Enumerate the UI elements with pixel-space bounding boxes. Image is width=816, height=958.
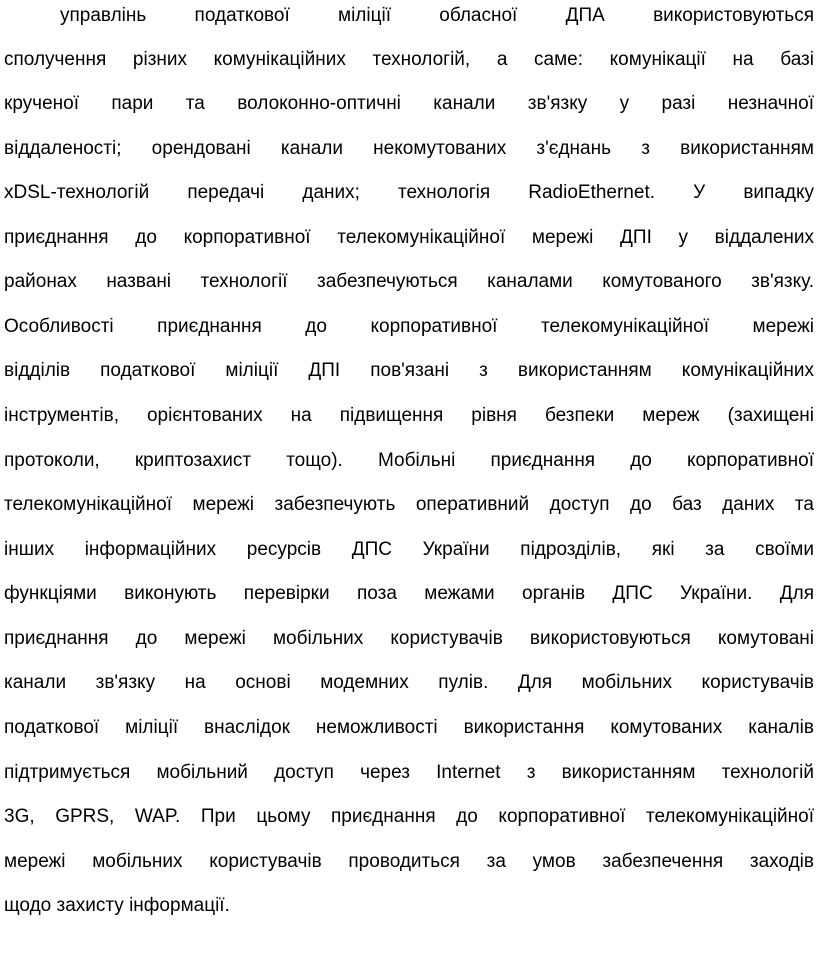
text-line: функціями виконують перевірки поза межами органів ДПС України. Для	[4, 583, 814, 604]
text-line: телекомунікаційної мережі забезпечують оперативний доступ до баз даних та	[4, 494, 814, 515]
text-line: підтримується мобільний доступ через Internet з використанням технологій	[4, 762, 814, 783]
text-line: інших інформаційних ресурсів ДПС України підрозділів, які за своїми	[4, 539, 814, 560]
text-line: віддаленості; орендовані канали некомутованих з'єднань з використанням	[4, 138, 814, 159]
text-line: канали зв'язку на основі модемних пулів. Для мобільних користувачів	[4, 672, 814, 693]
text-line: сполучення різних комунікаційних технологій, а саме: комунікації на базі	[4, 49, 814, 70]
text-line: мережі мобільних користувачів проводиться за умов забезпечення заходів	[4, 851, 814, 872]
text-line: протоколи, криптозахист тощо). Мобільні приєднання до корпоративної	[4, 450, 814, 471]
text-line: Особливості приєднання до корпоративної телекомунікаційної мережі	[4, 316, 814, 337]
text-line: приєднання до корпоративної телекомунікаційної мережі ДПІ у віддалених	[4, 227, 814, 248]
text-line: крученої пари та волоконно-оптичні канали зв'язку у разі незначної	[4, 93, 814, 114]
text-line: xDSL-технологій передачі даних; технологія RadioEthernet. У випадку	[4, 182, 814, 203]
text-line: щодо захисту інформації.	[4, 895, 230, 916]
text-line: приєднання до мережі мобільних користувачів використовуються комутовані	[4, 628, 814, 649]
text-line: управлінь податкової міліції обласної ДПА використовуються	[60, 5, 814, 26]
text-line: інструментів, орієнтованих на підвищення рівня безпеки мереж (захищені	[4, 405, 814, 426]
text-line: відділів податкової міліції ДПІ пов'язані з використанням комунікаційних	[4, 360, 814, 381]
text-line: 3G, GPRS, WAP. При цьому приєднання до корпоративної телекомунікаційної	[4, 806, 814, 827]
text-line: податкової міліції внаслідок неможливості використання комутованих каналів	[4, 717, 814, 738]
text-line: районах названі технології забезпечуються каналами комутованого зв'язку.	[4, 271, 814, 292]
